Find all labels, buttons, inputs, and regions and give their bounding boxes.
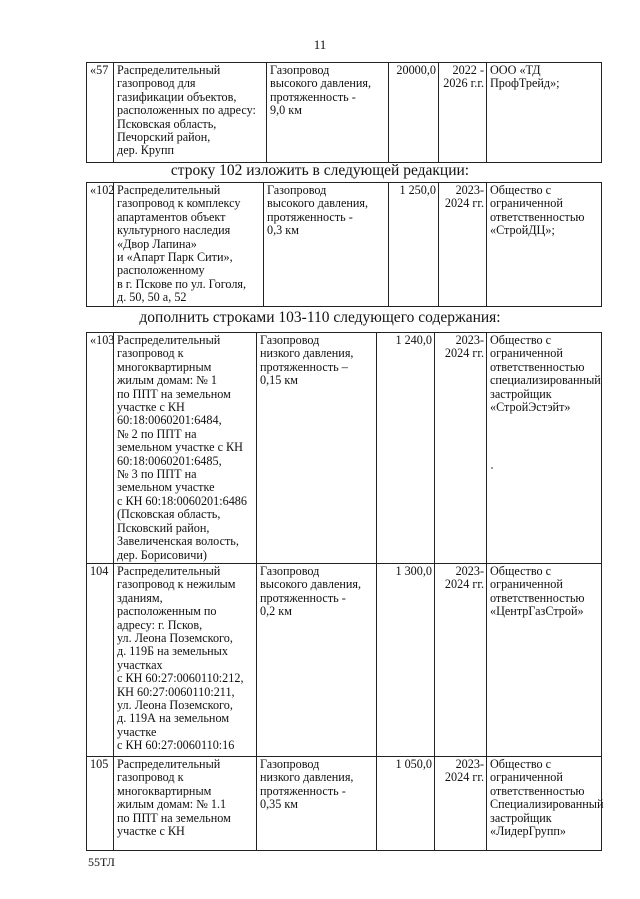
organization: Общество с ограниченной ответственностью «ЦентрГазСтрой»	[487, 563, 602, 756]
table-row	[87, 756, 602, 850]
object-name: Распределительный газопровод к многоквартирным жилым домам: № 1 по ППТ на земельном участке с КН 60:18:0060201:6484, № 2 по ППТ на земельном участке с КН 60:18:0060201:6485, № 3 по ППТ на земельном участке с КН 60:18:0060201:6486 (Псковская область, Псковский район, Завеличенская волость, дер. Борисовичи)	[114, 333, 257, 564]
period: 2023- 2024 гг.	[435, 563, 487, 756]
cost-value: 1 240,0	[377, 333, 435, 564]
object-type: Газопровод высокого давления, протяженность - 0,2 км	[257, 563, 377, 756]
object-type: Газопровод высокого давления, протяженность - 9,0 км	[267, 63, 389, 163]
row-number: «57	[87, 63, 114, 163]
row-number: «103	[87, 333, 114, 564]
object-type: Газопровод низкого давления, протяженность – 0,15 км	[257, 333, 377, 564]
organization: Общество с ограниченной ответственностью «СтройДЦ»;	[487, 183, 602, 307]
footer-code: 55ТЛ	[88, 855, 115, 869]
cost-value: 20000,0	[389, 63, 439, 163]
table-row	[87, 63, 602, 163]
cost-value: 1 050,0	[377, 756, 435, 850]
table-rows-103-105	[86, 332, 602, 851]
row-number: «102	[87, 183, 114, 307]
cost-value: 1 250,0	[389, 183, 439, 307]
row-number: 104	[87, 563, 114, 756]
organization: Общество с ограниченной ответственностью специализированный застройщик «СтройЭстэйт»	[487, 333, 602, 564]
period: 2023- 2024 гг.	[435, 333, 487, 564]
period: 2023- 2024 гг.	[435, 756, 487, 850]
organization: ООО «ТД ПрофТрейд»;	[487, 63, 602, 163]
cost-value: 1 300,0	[377, 563, 435, 756]
organization: Общество с ограниченной ответственностью Специализированный застройщик «ЛидерГрупп»	[487, 756, 602, 850]
page-number: 11	[313, 37, 327, 52]
table-row	[87, 563, 602, 756]
period: 2022 - 2026 г.г.	[439, 63, 487, 163]
object-name: Распределительный газопровод к многоквартирным жилым домам: № 1.1 по ППТ на земельном участке с КН	[114, 756, 257, 850]
table-row-102	[86, 182, 602, 307]
section-caption-1: строку 102 изложить в следующей редакции:	[170, 162, 470, 179]
table-row	[87, 183, 602, 307]
row-number: 105	[87, 756, 114, 850]
table-row	[87, 333, 602, 564]
table-row-57	[86, 62, 602, 163]
object-type: Газопровод высокого давления, протяженность - 0,3 км	[264, 183, 389, 307]
object-type: Газопровод низкого давления, протяженность - 0,35 км	[257, 756, 377, 850]
object-name: Распределительный газопровод к комплексу апартаментов объект культурного наследия «Двор Лапина» и «Апарт Парк Сити», расположенному в г. Пскове по ул. Гоголя, д. 50, 50 а, 52	[114, 183, 264, 307]
object-name: Распределительный газопровод к нежилым зданиям, расположенным по адресу: г. Псков, ул. Леона Поземского, д. 119Б на земельных участках с КН 60:27:0060110:212, КН 60:27:0060110:211, ул. Леона Поземского, д. 119А на земельном участке с КН 60:27:0060110:16	[114, 563, 257, 756]
object-name: Распределительный газопровод для газификации объектов, расположенных по адресу: Псковская область, Печорский район, дер. Крупп	[114, 63, 267, 163]
period: 2023- 2024 гг.	[439, 183, 487, 307]
stray-mark	[491, 467, 493, 469]
section-caption-2: дополнить строками 103-110 следующего содержания:	[139, 309, 501, 326]
